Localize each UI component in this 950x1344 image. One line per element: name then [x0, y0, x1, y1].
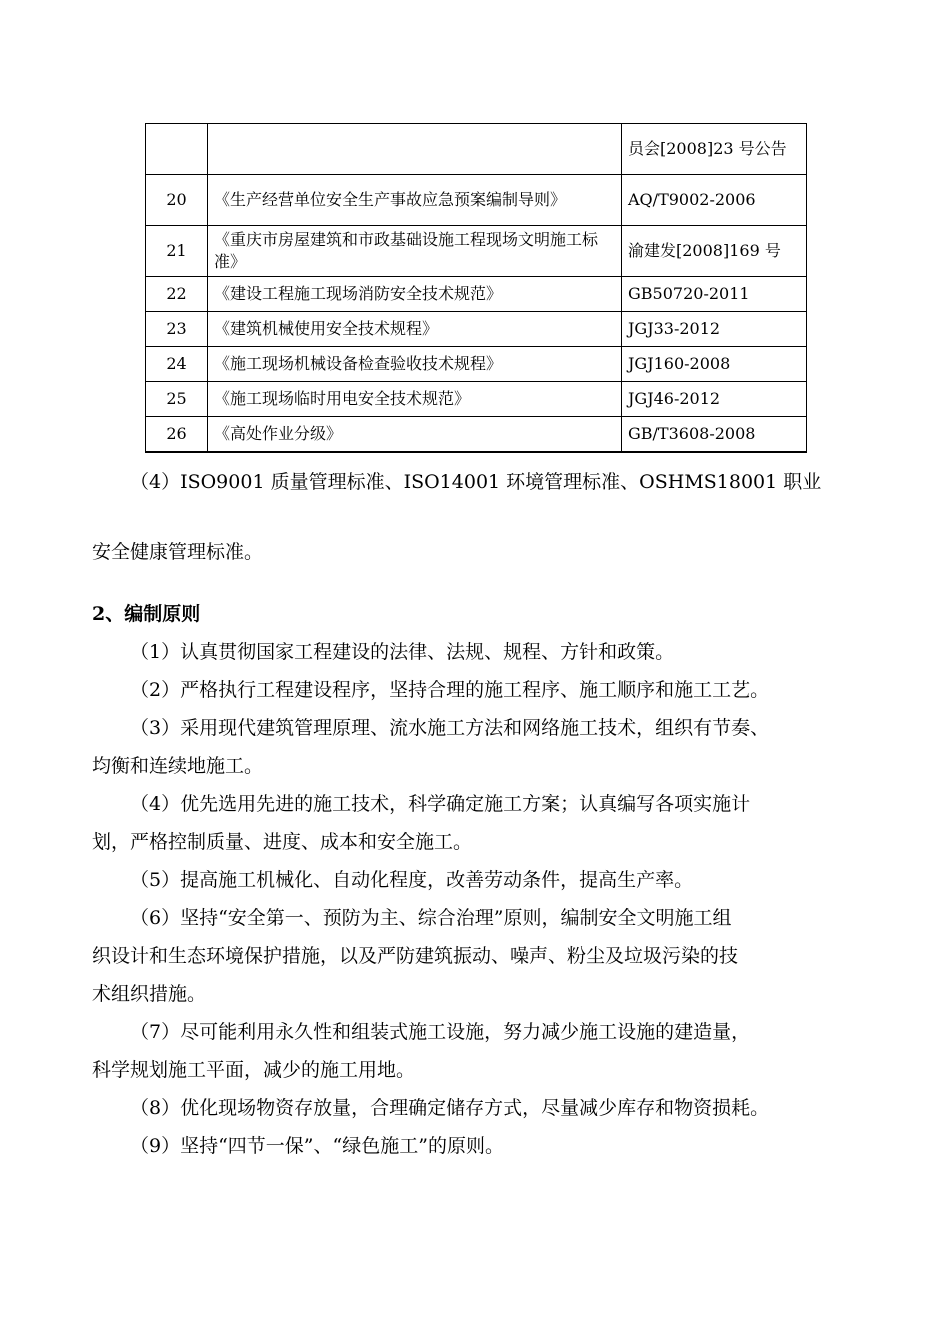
paragraph-line: （5）提高施工机械化、自动化程度，改善劳动条件，提高生产率。	[130, 869, 694, 891]
standard-code: 员会[2008]23 号公告	[622, 124, 807, 175]
standard-code: AQ/T9002-2006	[622, 175, 807, 226]
paragraph-line: 织设计和生态环境保护措施，以及严防建筑振动、噪声、粉尘及垃圾污染的技	[92, 945, 739, 967]
table-row	[146, 277, 807, 312]
standard-code: GB/T3608-2008	[622, 417, 807, 453]
table-row	[146, 124, 807, 175]
row-number: 25	[146, 382, 208, 417]
paragraph-line: 划，严格控制质量、进度、成本和安全施工。	[92, 831, 473, 853]
paragraph-line: （8）优化现场物资存放量，合理确定储存方式，尽量减少库存和物资损耗。	[130, 1097, 770, 1119]
table-row	[146, 382, 807, 417]
row-number: 21	[146, 226, 208, 277]
standard-code: 渝建发[2008]169 号	[622, 226, 807, 277]
table-row	[146, 347, 807, 382]
standard-title: 《建设工程施工现场消防安全技术规范》	[208, 277, 622, 312]
paragraph-line: 科学规划施工平面，减少的施工用地。	[92, 1059, 416, 1081]
row-number: 20	[146, 175, 208, 226]
standards-table	[145, 123, 807, 453]
standard-title: 《重庆市房屋建筑和市政基础设施工程现场文明施工标准》	[208, 226, 622, 277]
standard-title: 《高处作业分级》	[208, 417, 622, 453]
paragraph-line: 均衡和连续地施工。	[92, 755, 264, 777]
paragraph-line: （1）认真贯彻国家工程建设的法律、法规、规程、方针和政策。	[130, 641, 675, 663]
standard-code: GB50720-2011	[622, 277, 807, 312]
paragraph-line: （6）坚持“安全第一、预防为主、综合治理”原则，编制安全文明施工组	[130, 907, 732, 929]
standard-code: JGJ46-2012	[622, 382, 807, 417]
standard-title: 《建筑机械使用安全技术规程》	[208, 312, 622, 347]
paragraph-line: （9）坚持“四节一保”、“绿色施工”的原则。	[130, 1135, 504, 1157]
paragraph-line: （7）尽可能利用永久性和组装式施工设施，努力减少施工设施的建造量，	[130, 1021, 751, 1043]
standard-title: 《施工现场临时用电安全技术规范》	[208, 382, 622, 417]
row-number: 22	[146, 277, 208, 312]
table-row	[146, 175, 807, 226]
standard-title: 《生产经营单位安全生产事故应急预案编制导则》	[208, 175, 622, 226]
paragraph-line: （4）优先选用先进的施工技术，科学确定施工方案；认真编写各项实施计	[130, 793, 751, 815]
table-row	[146, 417, 807, 453]
standard-title	[208, 124, 622, 175]
paragraph-line: 术组织措施。	[92, 983, 207, 1005]
table-row	[146, 226, 807, 277]
row-number: 26	[146, 417, 208, 453]
paragraph-line: （2）严格执行工程建设程序，坚持合理的施工程序、施工顺序和施工工艺。	[130, 679, 770, 701]
paragraph-line: （3）采用现代建筑管理原理、流水施工方法和网络施工技术，组织有节奏、	[130, 717, 770, 739]
row-number: 23	[146, 312, 208, 347]
standard-code: JGJ160-2008	[622, 347, 807, 382]
row-number	[146, 124, 208, 175]
standard-code: JGJ33-2012	[622, 312, 807, 347]
table-row	[146, 312, 807, 347]
row-number: 24	[146, 347, 208, 382]
paragraph-line: 安全健康管理标准。	[92, 541, 264, 563]
paragraph-line: （4）ISO9001 质量管理标准、ISO14001 环境管理标准、OSHMS18001 职业	[130, 471, 822, 493]
section-heading: 2、编制原则	[92, 603, 201, 625]
standard-title: 《施工现场机械设备检查验收技术规程》	[208, 347, 622, 382]
